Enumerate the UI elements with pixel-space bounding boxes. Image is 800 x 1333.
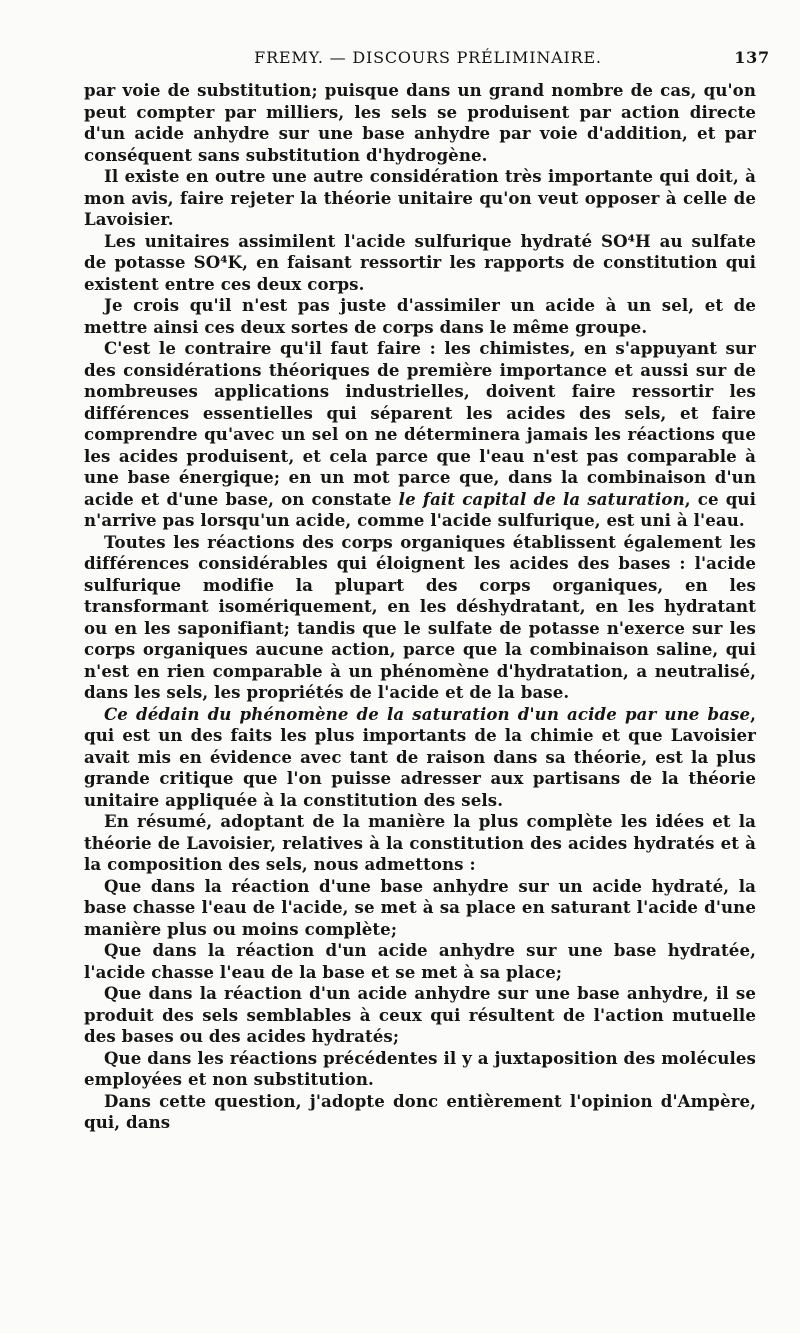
paragraph-text: , ce qui n'arrive pas lorsqu'un acide, comme l'acide sulfurique, est uni à l'eau. [84,488,756,530]
paragraph [84,338,756,532]
paragraph [84,811,756,876]
paragraph-text: par voie de substitution; puisque dans un grand nombre de cas, qu'on peut compter par milliers, les sels se produisent par action directe d'un acide anhydre sur une base anhydre par voie d'addition, et par conséquent sans substitution d'hydrogène. [84,80,756,165]
running-header [86,46,770,70]
body-text [84,80,756,1134]
paragraph-text: Je crois qu'il n'est pas juste d'assimiler un acide à un sel, et de mettre ainsi ces deux sortes de corps dans le même groupe. [84,295,756,337]
paragraph-text: Que dans la réaction d'un acide anhydre sur une base hydratée, l'acide chasse l'eau de la base et se met à sa place; [84,940,756,982]
paragraph-text: Dans cette question, j'adopte donc entièrement l'opinion d'Ampère, qui, dans [84,1090,756,1132]
paragraph [84,80,756,166]
paragraph [84,876,756,941]
paragraph-text: Que dans la réaction d'un acide anhydre sur une base anhydre, il se produit des sels semblables à ceux qui résultent de l'action mutuelle des bases ou des acides hydratés; [84,983,756,1046]
paragraph-text: Toutes les réactions des corps organiques établissent également les différences considérables qui éloignent les acides des bases : l'acide sulfurique modifie la plupart des corps organiques, en les transformant isomériquement, en les déshydratant, en les hydratant ou en les saponifiant; tandis que le sulfate de potasse n'exerce sur les corps organiques aucune action, parce que la combinaison saline, qui n'est en rien comparable à un phénomène d'hydratation, a neutralisé, dans les sels, les propriétés de l'acide et de la base. [84,531,756,702]
paragraph [84,704,756,812]
running-title: FREMY. — DISCOURS PRÉLIMINAIRE. [254,48,602,67]
paragraph-text: En résumé, adoptant de la manière la plus complète les idées et la théorie de Lavoisier, relatives à la constitution des acides hydratés et à la composition des sels, nous admettons : [84,811,756,874]
paragraph [84,166,756,231]
paragraph-text: , qui est un des faits les plus importants de la chimie et que Lavoisier avait mis en évidence avec tant de raison dans sa théorie, est la plus grande critique que l'on puisse adresser aux partisans de la théorie unitaire appliquée à la constitution des sels. [84,703,756,810]
paragraph [84,940,756,983]
paragraph [84,1091,756,1134]
emphasis-text: le fait capital de la saturation [398,488,685,509]
paragraph-text: Les unitaires assimilent l'acide sulfurique hydraté SO⁴H au sulfate de potasse SO⁴K, en faisant ressortir les rapports de constitution qui existent entre ces deux corps. [84,230,756,294]
paragraph-text: C'est le contraire qu'il faut faire : les chimistes, en s'appuyant sur des considérations théoriques de première importance et aussi sur de nombreuses applications industrielles, doivent faire ressortir les différences essentielles qui séparent les acides des sels, et faire comprendre qu'avec un sel on ne déterminera jamais les réactions que les acides produisent, et cela parce que l'eau n'est pas comparable à une base énergique; en un mot parce que, dans la combinaison d'un acide et d'une base, on constate [84,338,756,509]
paragraph [84,983,756,1048]
paragraph [84,295,756,338]
paragraph-text: Il existe en outre une autre considération très importante qui doit, à mon avis, faire rejeter la théorie unitaire qu'on veut opposer à celle de Lavoisier. [84,166,756,229]
emphasis-text: Ce dédain du phénomène de la saturation d'un acide par une base [104,703,751,724]
paragraph-text: Que dans les réactions précédentes il y a juxtaposition des molécules employées et non substitution. [84,1047,756,1089]
page-number: 137 [734,48,770,67]
paragraph-text: Que dans la réaction d'une base anhydre sur un acide hydraté, la base chasse l'eau de l'acide, se met à sa place en saturant l'acide d'une manière plus ou moins complète; [84,875,756,939]
paragraph [84,231,756,296]
paragraph [84,532,756,704]
paragraph [84,1048,756,1091]
